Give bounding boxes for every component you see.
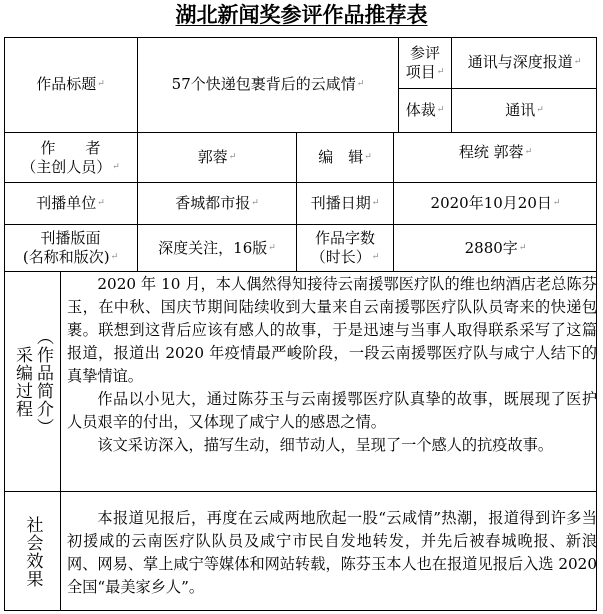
layout-label: 刊播版面 (名称和版次)↵: [22, 229, 119, 266]
process-description: [67, 273, 597, 457]
publish-date-label: 刊播日期 ↵: [310, 194, 380, 212]
publisher-value: 香城都市报 ↵: [175, 194, 259, 212]
work-title-value: 57个快递包裹背后的云咸情 ↵: [171, 75, 365, 93]
process-paragraph: 作品以小见大，通过陈芬玉与云南援鄂医疗队真挚的故事，既展现了医护人员艰辛的付出，又体现了咸宁人的感恩之情。: [67, 390, 597, 431]
row-divider: [4, 491, 597, 492]
category-label: 参评 项目↵: [405, 43, 445, 81]
form-title: 湖北新闻奖参评作品推荐表: [175, 2, 428, 27]
author-value: 郭蓉 ↵: [197, 148, 237, 166]
editor-label: 编 辑 ↵: [318, 148, 372, 166]
layout-value: 深度关注，16版 ↵: [158, 238, 276, 257]
word-count-label: 作品字数 （时长）↵: [310, 229, 380, 266]
effect-paragraph: 本报道见报后，再度在云咸两地欣起一股“云咸情”热潮，报道得到许多当初援咸的云南医疗队队员及咸宁市民自发地转发，并先后被春城晚报、新浪网、网易、掌上咸宁等媒体和网站转载，陈芬玉本人也在报道见报后入选 2020全国“最美家乡人”。: [67, 509, 597, 596]
publisher-label: 刊播单位 ↵: [36, 194, 105, 212]
column-divider: [60, 271, 61, 611]
category-value: 通讯与深度报道 ↵: [467, 53, 582, 71]
process-label: 采编过程 （作品简介）: [12, 327, 53, 436]
genre-value: 通讯 ↵: [505, 101, 544, 119]
process-paragraph: 该文采访深入，描写生动，细节动人，呈现了一个感人的抗疫故事。: [97, 436, 554, 454]
author-label: 作 者 （主创人员）↵: [21, 138, 120, 176]
effect-label: 社会效果: [22, 515, 43, 588]
work-title-label: 作品标题 ↵: [36, 75, 105, 93]
word-count-value: 2880字 ↵: [464, 238, 527, 257]
process-paragraph: 2020 年 10 月，本人偶然得知接待云南援鄂医疗队的维也纳酒店老总陈芬玉，在中秋、国庆节期间陆续收到大量来自云南援鄂医疗队队员寄来的快递包裹。联想到这背后应该有感人的故事，于是迅速与当事人取得联系采写了这篇报道，报道出 2020 年疫情最严峻阶段，一段云南援鄂医疗队与咸宁人结下的真挚情谊。: [67, 275, 597, 385]
publish-date-value: 2020年10月20日 ↵: [430, 194, 561, 212]
editor-value: 程统 郭蓉 ↵: [458, 143, 533, 161]
genre-label: 体裁 ↵: [405, 101, 445, 119]
effect-description: [67, 507, 597, 599]
row-divider: [4, 271, 597, 272]
